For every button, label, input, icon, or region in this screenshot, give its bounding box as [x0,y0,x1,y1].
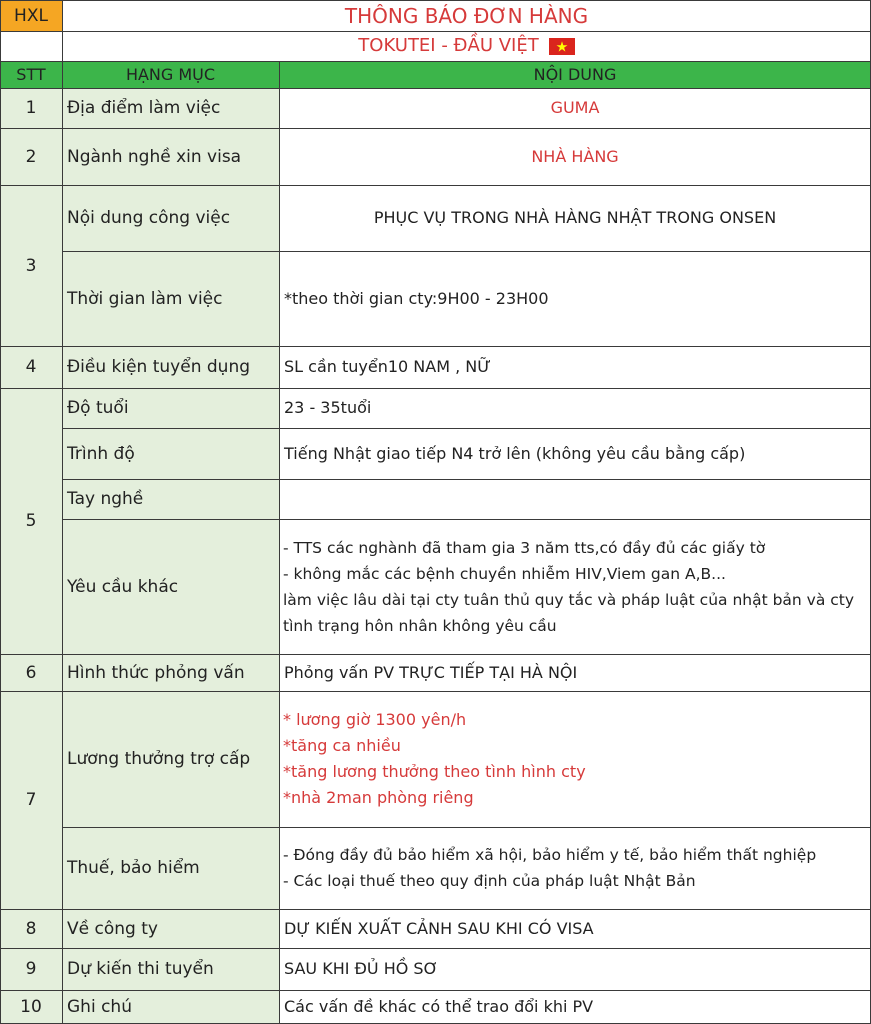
grid-line [0,0,871,1]
stt-6: 6 [25,662,37,683]
other-requirement-line: - không mắc các bệnh chuyền nhiễm HIV,Viem gan A,B... [283,564,726,583]
value-tax-insurance [279,827,871,909]
grid-line [0,654,871,655]
value-job-content: PHỤC VỤ TRONG NHÀ HÀNG NHẬT TRONG ONSEN [373,208,777,227]
other-requirement-line: tình trạng hôn nhân không yêu cầu [283,616,557,635]
other-requirement-line: - TTS các nghành đã tham gia 3 năm tts,có đầy đủ các giấy tờ [283,538,766,557]
grid-line [0,61,871,62]
value-working-hours: *theo thời gian cty:9H00 - 23H00 [284,288,549,308]
stt-5: 5 [25,511,37,531]
value-expected-exam: SAU KHI ĐỦ HỒ SƠ [284,959,439,978]
grid-line [0,88,871,89]
stt-1: 1 [25,98,37,118]
label-expected-exam: Dự kiến thi tuyển [67,959,214,979]
grid-line [0,128,871,129]
salary-line: *nhà 2man phòng riêng [283,788,474,807]
grid-line [0,185,871,186]
brand-label: HXL [14,5,48,26]
grid-line [62,251,871,252]
grid-line [0,0,1,1024]
vietnam-flag-icon [549,38,575,55]
label-tax-insurance: Thuế, bảo hiểm [67,858,200,878]
label-age: Độ tuổi [67,398,129,418]
column-header-stt: STT [16,64,46,84]
value-age: 23 - 35tuổi [284,398,372,417]
value-skill [279,479,871,519]
grid-line [0,691,871,692]
label-level: Trình độ [67,443,135,464]
stt-7: 7 [25,790,37,810]
column-header-category: HẠNG MỤC [125,64,216,84]
grid-line [62,479,871,480]
grid-line [0,948,871,949]
label-interview-format: Hình thức phỏng vấn [67,662,245,683]
page-title: THÔNG BÁO ĐƠN HÀNG [344,3,589,28]
label-job-content: Nội dung công việc [67,208,231,228]
grid-line [62,0,63,1024]
value-other-requirements [279,519,871,654]
label-working-hours: Thời gian làm việc [67,288,223,309]
label-workplace: Địa điểm làm việc [67,98,221,118]
label-skill: Tay nghề [67,489,144,509]
stt-8: 8 [25,918,37,939]
grid-line [0,909,871,910]
tax-line: - Các loại thuế theo quy định của pháp luật Nhật Bản [283,872,696,890]
value-workplace: GUMA [550,98,600,117]
value-about-company: DỰ KIẾN XUẤT CẢNH SAU KHI CÓ VISA [284,918,594,938]
label-visa-industry: Ngành nghề xin visa [67,146,242,167]
grid-line [0,346,871,347]
stt-10: 10 [20,997,42,1017]
value-recruitment-conditions: SL cần tuyển10 NAM , NỮ [284,357,491,376]
grid-line [0,388,871,389]
column-header-content: NỘI DUNG [533,64,617,84]
label-notes: Ghi chú [67,997,132,1017]
label-other-requirements: Yêu cầu khác [67,576,179,597]
value-salary-benefits [279,691,871,827]
stt-4: 4 [25,357,37,377]
stt-2: 2 [25,146,37,167]
value-interview-format: Phỏng vấn PV TRỰC TIẾP TẠI HÀ NỘI [284,662,578,682]
stt-9: 9 [25,959,37,979]
salary-line: *tăng ca nhiều [283,736,401,755]
value-notes: Các vấn đề khác có thể trao đổi khi PV [284,997,594,1016]
stt-3: 3 [25,255,37,276]
grid-line [62,428,871,429]
grid-line [279,61,280,1024]
page-subtitle-text: TOKUTEI - ĐẦU VIỆT [358,35,539,56]
salary-line: *tăng lương thưởng theo tình hình cty [283,762,586,781]
grid-line [0,31,871,32]
value-level: Tiếng Nhật giao tiếp N4 trở lên (không yêu cầu bằng cấp) [284,443,746,463]
other-requirement-line: làm việc lâu dài tại cty tuân thủ quy tắc và pháp luật của nhật bản và cty [283,590,855,609]
value-visa-industry: NHÀ HÀNG [531,146,619,166]
label-about-company: Về công ty [67,918,158,939]
label-salary-benefits: Lương thưởng trợ cấp [67,749,251,769]
grid-line [0,990,871,991]
label-recruitment-conditions: Điều kiện tuyển dụng [67,357,251,377]
grid-line [62,519,871,520]
salary-line: * lương giờ 1300 yên/h [283,710,467,729]
grid-line [62,827,871,828]
tax-line: - Đóng đầy đủ bảo hiểm xã hội, bảo hiểm y tế, bảo hiểm thất nghiệp [283,846,817,864]
page-subtitle [62,31,871,61]
